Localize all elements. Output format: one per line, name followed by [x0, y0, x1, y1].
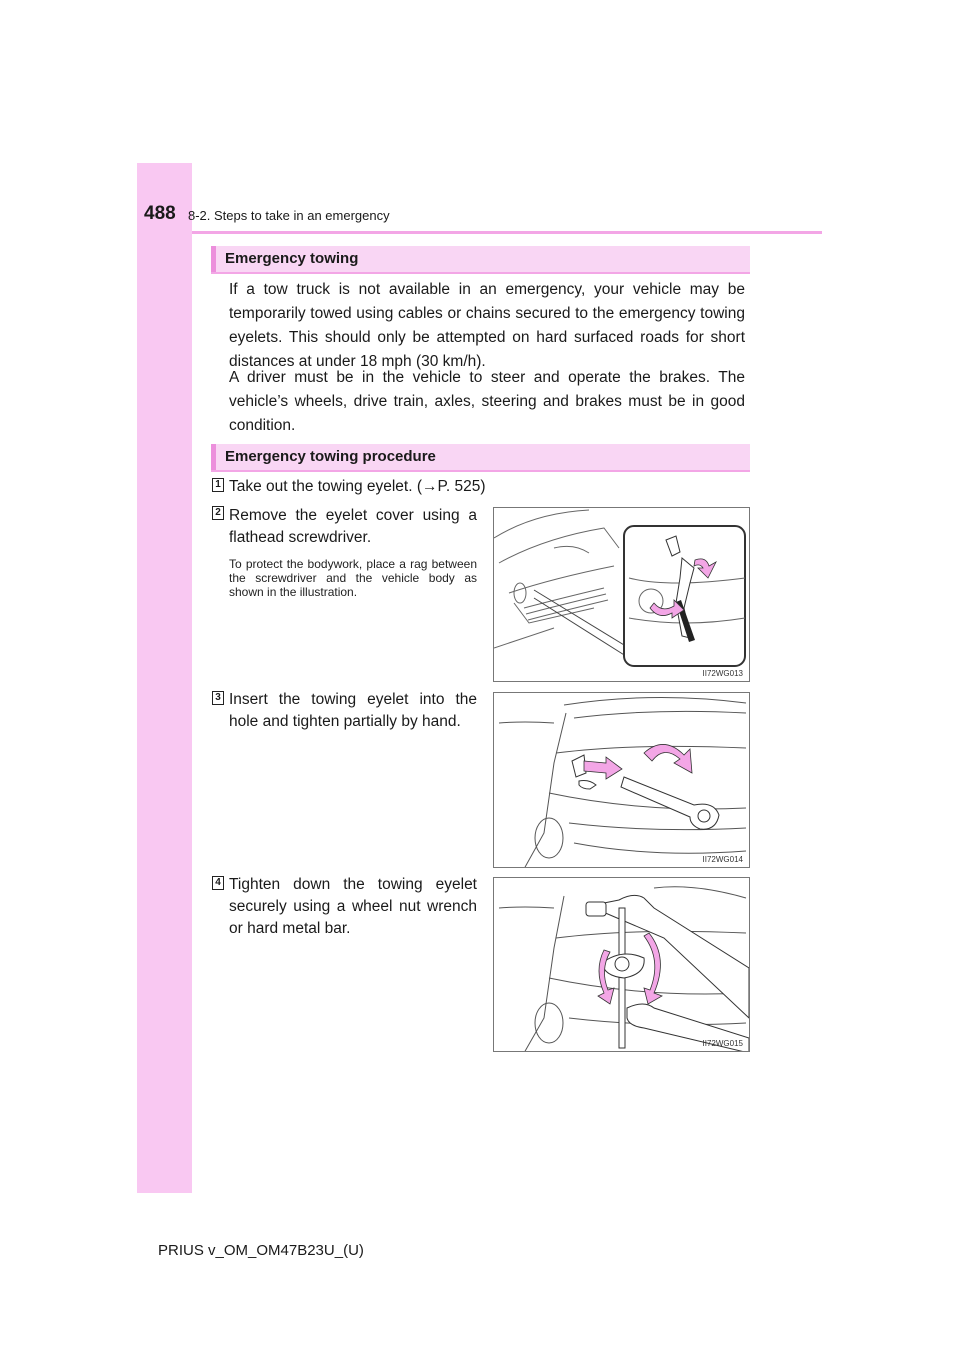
step-text: Remove the eyelet cover using a flathead screwdriver.: [229, 507, 477, 546]
illustration-insert-eyelet: [493, 692, 750, 868]
section-title: Emergency towing: [225, 250, 359, 267]
step-text: Tighten down the towing eyelet securely using a wheel nut wrench or hard metal bar.: [229, 876, 477, 937]
section-heading-emergency-towing: [211, 246, 750, 272]
section-title: Emergency towing procedure: [225, 448, 436, 465]
side-thumb-band: [137, 163, 192, 1193]
step-number-badge: 3: [212, 691, 224, 705]
step-number-badge: 2: [212, 506, 224, 520]
step-number-badge: 4: [212, 876, 224, 890]
step-text: Insert the towing eyelet into the hole and tighten partially by hand.: [229, 691, 477, 730]
paragraph: If a tow truck is not available in an emergency, your vehicle may be temporarily towed using cables or chains secured to the emergency towing eyelets. This should only be attempted on hard surfaced roads for short distances at under 18 mph (30 km/h).: [229, 281, 745, 370]
illustration-code: II72WG015: [702, 1039, 743, 1048]
illustration-code: II72WG013: [702, 669, 743, 678]
illustration-eyelet-cover-removal: [493, 507, 750, 682]
page-number: 488: [144, 203, 176, 224]
step-text: Take out the towing eyelet. (→P. 525): [229, 478, 486, 495]
paragraph: A driver must be in the vehicle to steer and operate the brakes. The vehicle’s wheels, drive train, axles, steering and brakes must be in good condition.: [229, 369, 745, 434]
illustration-tighten-eyelet: [493, 877, 750, 1052]
header-divider: [192, 231, 822, 234]
illustration-code: II72WG014: [702, 855, 743, 864]
chapter-title: 8-2. Steps to take in an emergency: [188, 208, 390, 223]
step-number-badge: 1: [212, 478, 224, 492]
section-heading-towing-procedure: [211, 444, 750, 470]
step-note: To protect the bodywork, place a rag between the screwdriver and the vehicle body as shown in the illustration.: [229, 557, 477, 599]
footer-model-code: PRIUS v_OM_OM47B23U_(U): [158, 1242, 364, 1259]
